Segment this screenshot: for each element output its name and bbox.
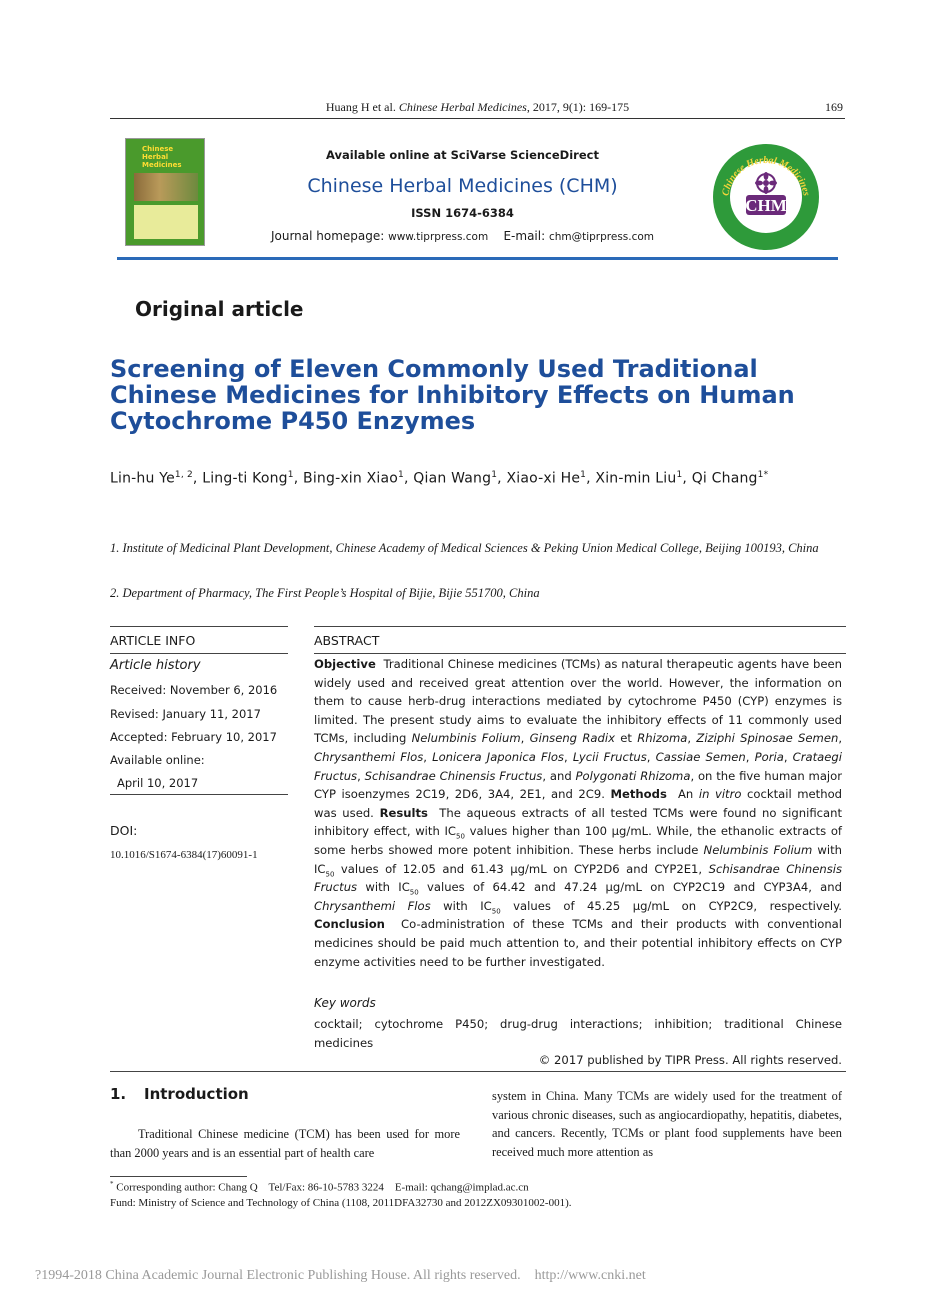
author-separator: , bbox=[192, 470, 203, 487]
abstract-heading: ABSTRACT bbox=[314, 633, 380, 648]
article-info-heading: ARTICLE INFO bbox=[110, 633, 196, 648]
herb-separator: , bbox=[563, 749, 573, 764]
journal-issn: ISSN 1674-6384 bbox=[411, 206, 514, 220]
results-text-2: values higher than 100 μg/mL. While, the ethanolic extracts of some herbs showed more potent inhibition. These herbs include bbox=[314, 824, 842, 857]
keywords-label: Key words bbox=[314, 996, 376, 1010]
author-name: Bing-xin Xiao bbox=[303, 470, 399, 487]
journal-homepage-line bbox=[250, 229, 675, 243]
logo-arc-text: Chinese Herbal Medicines bbox=[720, 154, 812, 197]
article-history-label: Article history bbox=[110, 658, 201, 673]
herb-separator: , bbox=[745, 749, 755, 764]
author-affiliation-mark: 1 bbox=[580, 470, 587, 480]
herb-separator: et bbox=[614, 731, 638, 746]
methods-pre: An bbox=[678, 787, 699, 802]
author-affiliation-mark: 1 bbox=[398, 470, 404, 480]
running-header bbox=[110, 100, 845, 118]
ic50-subscript: 50 bbox=[409, 888, 419, 897]
abstract-top-rule bbox=[314, 626, 846, 627]
doi-label: DOI: bbox=[110, 823, 138, 838]
doi-link[interactable]: 10.1016/S1674-6384(17)60091-1 bbox=[110, 849, 258, 861]
herb-name: Lonicera Japonica Flos bbox=[432, 749, 564, 764]
author-affiliation-mark: 1 bbox=[287, 470, 294, 480]
author-affiliation-mark: 1 bbox=[491, 470, 498, 480]
cover-diagram bbox=[134, 205, 198, 239]
citation-suffix: , 2017, 9(1): 169-175 bbox=[526, 100, 630, 114]
homepage-link[interactable]: www.tiprpress.com bbox=[388, 231, 489, 243]
herb-name: Schisandrae Chinensis Fructus bbox=[364, 768, 543, 783]
email-label: E-mail: bbox=[503, 229, 549, 243]
cover-photo bbox=[134, 173, 198, 201]
results-herb-2: Schisandrae Chinensis Fructus bbox=[314, 861, 843, 895]
herb-separator: , bbox=[357, 768, 365, 783]
history-online-date: April 10, 2017 bbox=[117, 776, 199, 790]
herb-name: Nelumbinis Folium bbox=[411, 731, 521, 746]
objective-text: Traditional Chinese medicines (TCMs) as natural therapeutic agents have been widely used and received great attention over the world. However, the information on them to cause herb-drug interactions mediated by cytochrome P450 (CYP) enzymes is limited. The present study aims to evaluate the inhibitory effects of 11 commonly used TCMs, including bbox=[314, 657, 842, 746]
journal-cover-thumbnail bbox=[125, 138, 205, 246]
herb-separator: , bbox=[687, 731, 697, 746]
author-separator: , bbox=[497, 470, 507, 487]
affiliation-1: 1. Institute of Medicinal Plant Development, Chinese Academy of Medical Sciences & Peking Union Medical College, Beijing 100193, China bbox=[110, 541, 819, 555]
corresponding-author-text: Corresponding author: Chang Q Tel/Fax: 86-10-5783 3224 E-mail: qchang@implad.ac.cn bbox=[116, 1181, 529, 1194]
herb-name: Ginseng Radix bbox=[529, 731, 615, 746]
page-number: 169 bbox=[825, 100, 843, 114]
cover-title-line1: Chinese bbox=[142, 145, 174, 153]
abstract-body bbox=[314, 655, 842, 971]
author-separator: , bbox=[586, 470, 596, 487]
introduction-heading bbox=[110, 1085, 249, 1103]
cnki-watermark: ?1994-2018 China Academic Journal Electronic Publishing House. All rights reserved. http://www.cnki.net bbox=[35, 1268, 646, 1283]
history-available-online: Available online: bbox=[110, 753, 205, 767]
objective-heading: Objective bbox=[314, 657, 376, 671]
author-affiliation-mark: 1, 2 bbox=[174, 470, 193, 480]
results-text-1: The aqueous extracts of all tested TCMs were found no significant inhibitory effect, with IC bbox=[314, 805, 843, 839]
author-separator: , bbox=[403, 470, 414, 487]
history-received: Received: November 6, 2016 bbox=[110, 683, 278, 697]
affiliation-2: 2. Department of Pharmacy, The First People’s Hospital of Bijie, Bijie 551700, China bbox=[110, 586, 540, 600]
section-number: 1. bbox=[110, 1085, 127, 1103]
info-bottom-rule bbox=[110, 794, 288, 795]
footnote-rule bbox=[110, 1176, 247, 1177]
results-text-4: values of 12.05 and 61.43 μg/mL on CYP2D6 and CYP2E1, bbox=[334, 861, 709, 876]
results-text-6: values of 64.42 and 47.24 μg/mL on CYP2C19 and CYP3A4, and bbox=[418, 880, 842, 895]
email-link[interactable]: chm@tiprpress.com bbox=[548, 231, 655, 243]
intro-right-column: system in China. Many TCMs are widely used for the treatment of various chronic diseases, such as angiocardiopathy, hepatitis, diabetes, and cancers. Recently, TCMs or plant food supplements have been received much more attention as bbox=[492, 1089, 842, 1160]
author-name: Xin-min Liu bbox=[595, 470, 677, 487]
author-affiliation-mark: 1* bbox=[757, 470, 769, 480]
author-name: Qi Chang bbox=[691, 470, 758, 487]
journal-name: Chinese Herbal Medicines (CHM) bbox=[307, 175, 618, 197]
results-text-8: values of 45.25 μg/mL on CYP2C9, respectively. bbox=[500, 898, 842, 913]
herb-name: Rhizoma bbox=[637, 731, 688, 746]
keywords-text: cocktail; cytochrome P450; drug-drug interactions; inhibition; traditional Chinese medicines bbox=[314, 1017, 842, 1050]
ic50-subscript: 50 bbox=[456, 832, 465, 841]
results-heading: Results bbox=[379, 805, 428, 820]
objective-tail: , on the five human major CYP isoenzymes 2C19, 2D6, 3A4, 2E1, and 2C9. bbox=[314, 768, 843, 802]
intro-left-column: Traditional Chinese medicine (TCM) has been used for more than 2000 years and is an essential part of health care bbox=[110, 1127, 460, 1160]
corresponding-author-footnote bbox=[110, 1180, 529, 1194]
herb-separator: , bbox=[423, 749, 433, 764]
herb-name: Cassiae Semen bbox=[655, 749, 746, 764]
author-separator: , bbox=[293, 470, 304, 487]
chm-logo bbox=[712, 143, 820, 251]
copyright-notice: © 2017 published by TIPR Press. All rights reserved. bbox=[538, 1053, 842, 1067]
herb-separator: , bbox=[838, 731, 842, 746]
header-blue-rule bbox=[117, 257, 838, 260]
herb-name: Chrysanthemi Flos bbox=[314, 749, 424, 764]
results-text-3: with IC bbox=[314, 842, 842, 876]
footnote-mark: * bbox=[110, 1180, 114, 1188]
conclusion-text: Co-administration of these TCMs and their products with conventional medicines should be paid much attention to, and their potential inhibitory effects on CYP enzyme activities need to be further investigated. bbox=[314, 917, 842, 969]
methods-heading: Methods bbox=[610, 787, 667, 802]
history-accepted: Accepted: February 10, 2017 bbox=[110, 730, 277, 744]
herb-name: Crataegi Fructus bbox=[314, 749, 842, 783]
cover-title-line2: Herbal Medicines bbox=[142, 153, 182, 169]
results-herb-3: Chrysanthemi Flos bbox=[314, 898, 431, 913]
herb-name: Lycii Fructus bbox=[572, 749, 647, 764]
methods-italic: in vitro bbox=[698, 787, 742, 802]
fund-footnote: Fund: Ministry of Science and Technology of China (1108, 2011DFA32730 and 2012ZX09301002-001). bbox=[110, 1197, 572, 1209]
abstract-head-rule bbox=[314, 653, 846, 654]
ic50-subscript: 50 bbox=[491, 907, 501, 916]
citation-prefix: Huang H et al. bbox=[325, 100, 399, 114]
author-name: Lin-hu Ye bbox=[110, 470, 175, 487]
section-rule bbox=[110, 1071, 846, 1072]
results-text-5: with IC bbox=[357, 880, 410, 895]
results-text-7: with IC bbox=[430, 898, 492, 913]
homepage-label: Journal homepage: bbox=[270, 229, 389, 243]
author-separator: , bbox=[682, 470, 692, 487]
results-herb-1: Nelumbinis Folium bbox=[703, 842, 813, 857]
logo-bottom-text: TIPR PRESS bbox=[742, 219, 790, 235]
author-name: Ling-ti Kong bbox=[202, 470, 288, 487]
author-name: Qian Wang bbox=[413, 470, 492, 487]
conclusion-heading: Conclusion bbox=[314, 917, 385, 932]
herb-separator: , and bbox=[542, 768, 576, 783]
logo-abbr: CHM bbox=[745, 196, 787, 215]
available-online: Available online at SciVarse ScienceDirect bbox=[326, 148, 599, 162]
herb-separator: , bbox=[520, 731, 530, 746]
article-type: Original article bbox=[135, 297, 304, 321]
author-affiliation-mark: 1 bbox=[676, 470, 683, 480]
info-head-rule bbox=[110, 653, 288, 654]
ic50-subscript: 50 bbox=[325, 869, 335, 878]
herb-separator: , bbox=[646, 749, 656, 764]
article-title: Screening of Eleven Commonly Used Traditional Chinese Medicines for Inhibitory Effects on Human Cytochrome P450 Enzymes bbox=[110, 355, 795, 435]
section-title: Introduction bbox=[144, 1085, 249, 1103]
header-rule bbox=[110, 118, 845, 119]
herb-separator: , bbox=[783, 749, 793, 764]
herb-name: Poria bbox=[754, 749, 784, 764]
methods-post: cocktail method was used. bbox=[314, 787, 843, 820]
history-revised: Revised: January 11, 2017 bbox=[110, 707, 261, 721]
info-top-rule bbox=[110, 626, 288, 627]
author-name: Xiao-xi He bbox=[506, 470, 581, 487]
author-list bbox=[110, 463, 830, 491]
herb-name: Ziziphi Spinosae Semen bbox=[696, 731, 839, 746]
herb-name: Polygonati Rhizoma bbox=[575, 768, 691, 783]
citation-journal: Chinese Herbal Medicines bbox=[398, 100, 527, 114]
